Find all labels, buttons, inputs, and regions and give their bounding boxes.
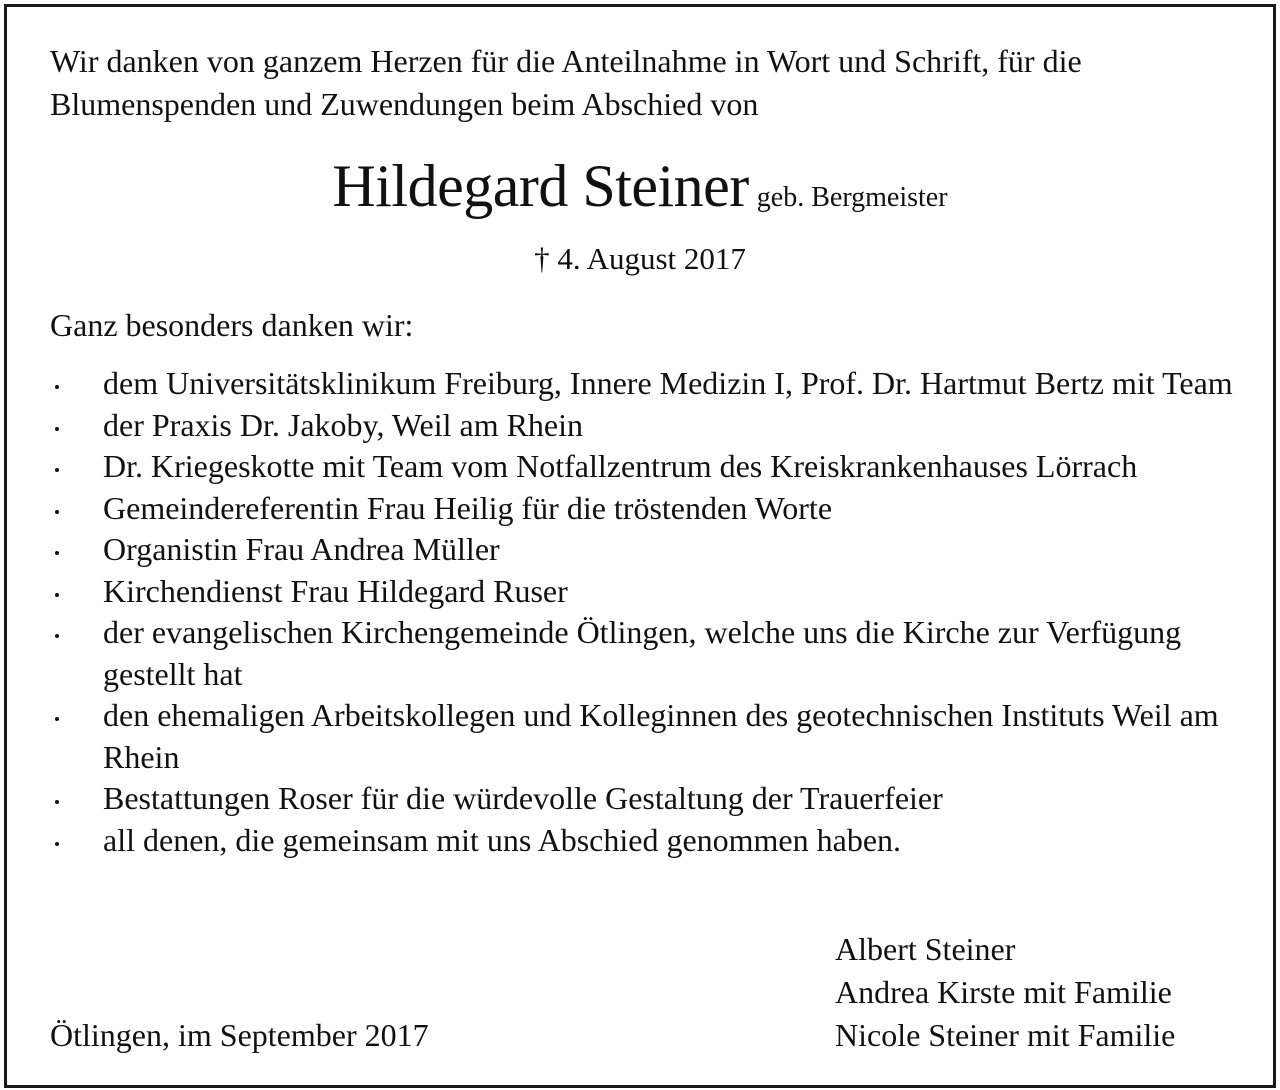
bullet-icon xyxy=(55,551,59,555)
intro-text: Wir danken von ganzem Herzen für die Anteilnahme in Wort und Schrift, für die Blumenspenden und Zuwendungen beim Abschied von xyxy=(50,43,1082,122)
bullet-icon xyxy=(55,842,59,846)
bullet-icon xyxy=(55,593,59,597)
thanks-item xyxy=(0,488,1280,530)
thanks-item xyxy=(0,363,1280,405)
thanks-item-text: Gemeindereferentin Frau Heilig für die tröstenden Worte xyxy=(103,489,833,526)
thanks-item-text: Bestattungen Roser für die würdevolle Gestaltung der Trauerfeier xyxy=(103,780,943,816)
thanks-item xyxy=(0,778,1280,820)
bullet-icon xyxy=(55,468,59,472)
thanks-item xyxy=(0,695,1280,778)
bullet-icon xyxy=(55,634,59,638)
signers-block xyxy=(835,928,1175,1057)
thanks-item-text: Dr. Kriegeskotte mit Team vom Notfallzentrum des Kreiskrankenhauses Lörrach xyxy=(103,448,1138,484)
thanks-item xyxy=(0,820,1280,862)
thanks-item-text: all denen, die gemeinsam mit uns Abschied genommen haben. xyxy=(103,821,902,858)
thanks-item xyxy=(0,612,1280,695)
thanks-item-text: Organistin Frau Andrea Müller xyxy=(103,531,500,567)
thanks-item-text: den ehemaligen Arbeitskollegen und Kolleginnen des geotechnischen Instituts Weil am Rhein xyxy=(103,697,1219,775)
bullet-icon xyxy=(55,427,59,431)
thanks-item xyxy=(0,446,1280,488)
maiden-name: geb. Bergmeister xyxy=(756,182,948,213)
place-date: Ötlingen, im September 2017 xyxy=(50,1017,429,1053)
bullet-icon xyxy=(55,385,59,389)
bullet-icon xyxy=(55,717,59,721)
thanks-item xyxy=(0,571,1280,613)
death-date: † 4. August 2017 xyxy=(534,241,746,276)
thanks-heading: Ganz besonders danken wir: xyxy=(50,307,414,343)
thanks-item xyxy=(0,405,1280,447)
thanks-item-text: dem Universitätsklinikum Freiburg, Innere Medizin I, Prof. Dr. Hartmut Bertz mit Team xyxy=(103,365,1233,401)
bullet-icon xyxy=(55,510,59,514)
thanks-item-text: Kirchendienst Frau Hildegard Ruser xyxy=(103,572,568,609)
signer-name: Andrea Kirste mit Familie xyxy=(835,974,1172,1010)
thanks-item xyxy=(0,529,1280,571)
thanks-list xyxy=(0,363,1280,861)
deceased-name-line xyxy=(0,150,1280,222)
signer-name: Nicole Steiner mit Familie xyxy=(835,1017,1176,1053)
bullet-icon xyxy=(55,800,59,804)
thanks-item-text: der Praxis Dr. Jakoby, Weil am Rhein xyxy=(103,406,584,443)
thanks-item-text: der evangelischen Kirchengemeinde Ötlingen, welche uns die Kirche zur Verfügung gestellt hat xyxy=(103,614,1182,692)
signer-name: Albert Steiner xyxy=(835,931,1016,967)
deceased-name: Hildegard Steiner xyxy=(332,153,749,219)
